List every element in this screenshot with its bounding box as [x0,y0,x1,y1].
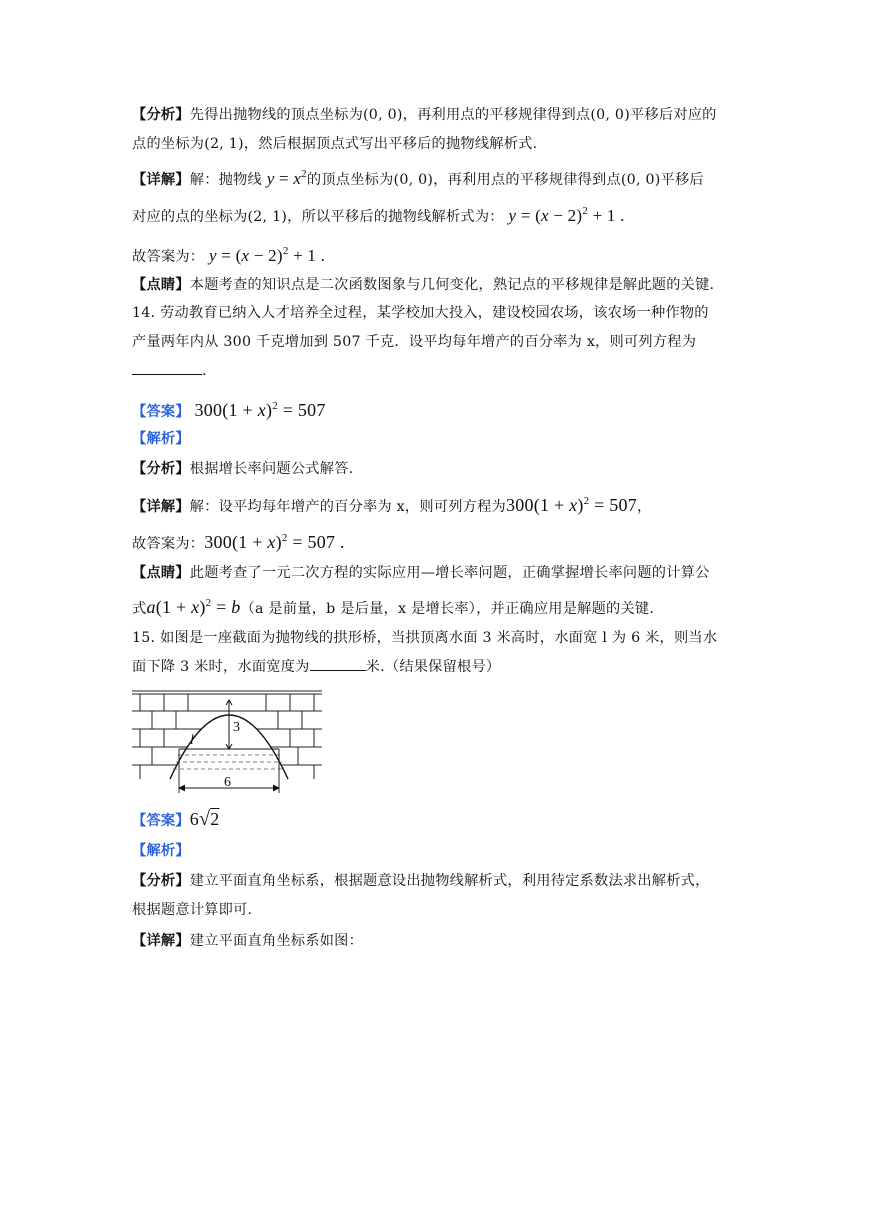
insight-tag: 【点睛】 [132,277,190,293]
analysis-line-1 [132,104,742,126]
analysis-text-15: 建立平面直角坐标系，根据题意设出抛物线解析式，利用待定系数法求出解析式， [189,873,710,889]
detail-tag-15: 【详解】 [132,933,190,949]
height-label: 3 [233,720,240,735]
insight-pre-14b: 式 [132,601,147,617]
detail-line-14 [132,490,742,518]
explanation-tag-line [132,428,742,450]
detail-pre-14: 解：设平均每年增产的百分率为 x，则可列方程为 [189,499,506,515]
analysis-tag: 【分析】 [132,107,190,123]
insight-text-14: 此题考查了一元二次方程的实际应用—增长率问题，正确掌握增长率问题的计算公 [189,565,710,581]
detail-post-14: ， [637,499,652,515]
answer-line-14 [132,395,742,423]
analysis-line-15 [132,870,742,892]
insight-line-14b [132,592,742,620]
question-15-pre: 面下降 3 米时，水面宽度为 [132,659,310,675]
explanation-tag-line-15 [132,840,742,862]
question-15-line-1 [132,627,742,649]
insight-tag-14: 【点睛】 [132,565,190,581]
question-14-line-1 [132,302,742,324]
analysis-line-14 [132,458,742,480]
answer-equation-14: $300(1 + x)^2 = 507$ [194,400,326,420]
explanation-tag: 【解析】 [132,431,190,447]
detail-tag: 【详解】 [132,172,190,188]
answer-tag: 【答案】 [132,404,190,420]
question-14-line-3 [132,360,742,382]
analysis-line-2 [132,133,742,155]
answer-pre: 故答案为： [132,249,205,265]
analysis-line-15b [132,899,742,921]
answer-blank [132,360,202,375]
analysis-text-2: 点的坐标为(2, 1)，然后根据顶点式写出平移后的抛物线解析式. [132,136,538,152]
insight-line-14 [132,562,742,584]
analysis-tag-15: 【分析】 [132,873,190,889]
detail-equation-14: $300(1 + x)^2 = 507$ [505,495,638,515]
arch-bridge-figure [132,689,322,799]
shifted-parabola-formula: $y = (x - 2)^2 + 1$ . [508,205,625,225]
answer-line-13 [132,240,742,268]
detail-text-15: 建立平面直角坐标系如图： [189,933,364,949]
question-15-post: 米.（结果保留根号） [365,659,501,675]
analysis-text-14: 根据增长率问题公式解答. [189,461,354,477]
analysis-text: 先得出抛物线的顶点坐标为(0, 0)，再利用点的平移规律得到点(0, 0)平移后对应的 [189,107,717,123]
growth-formula: $a(1 + x)^2 = b$ [146,597,241,617]
answer-value-15: 6√2 [189,808,220,830]
insight-text: 本题考查的知识点是二次函数图象与几何变化，熟记点的平移规律是解此题的关键. [189,277,715,293]
answer-line-15 [132,808,742,832]
detail-pre: 解：抛物线 [189,172,262,188]
answer-formula-13: $y = (x - 2)^2 + 1$ . [208,245,326,265]
question-14-line-2 [132,331,742,353]
explanation-tag-15: 【解析】 [132,843,190,859]
detail-line-15 [132,930,742,952]
detail-tag-14: 【详解】 [132,499,190,515]
analysis-text-15b: 根据题意计算即可. [132,902,253,918]
answer-blank-15 [310,656,366,671]
question-14-text-2: 产量两年内从 300 千克增加到 507 千克．设平均每年增产的百分率为 x，则可列方程为 [132,334,697,350]
question-14-period: . [202,363,207,379]
question-14-text-1: 14. 劳动教育已纳入人才培养全过程，某学校加大投入，建设校园农场，该农场一种作物的 [132,305,709,321]
parabola-equation: $y = x^2$ [266,168,307,188]
insight-line [132,274,742,296]
answer-pre-14: 故答案为： [132,536,205,552]
answer-tag-15: 【答案】 [132,813,190,829]
detail-mid: 的顶点坐标为(0, 0)，再利用点的平移规律得到点(0, 0)平移后 [306,172,704,188]
detail-pre-2: 对应的点的坐标为(2, 1)，所以平移后的抛物线解析式为： [132,209,504,225]
detail-line-1 [132,163,742,191]
water-label-l: l [190,733,194,748]
answer-equation-14b: $300(1 + x)^2 = 507$ . [204,532,345,552]
insight-post-14b: （a 是前量，b 是后量，x 是增长率），并正确应用是解题的关键. [240,601,655,617]
answer-line-14b [132,527,742,555]
question-15-line-2 [132,656,742,678]
detail-line-2 [132,200,742,228]
analysis-tag-14: 【分析】 [132,461,190,477]
width-label: 6 [224,775,231,790]
question-15-text-1: 15. 如图是一座截面为抛物线的拱形桥，当拱顶离水面 3 米高时，水面宽 l 为 6 米，则当水 [132,630,718,646]
answer-coefficient: 6 [189,809,200,829]
